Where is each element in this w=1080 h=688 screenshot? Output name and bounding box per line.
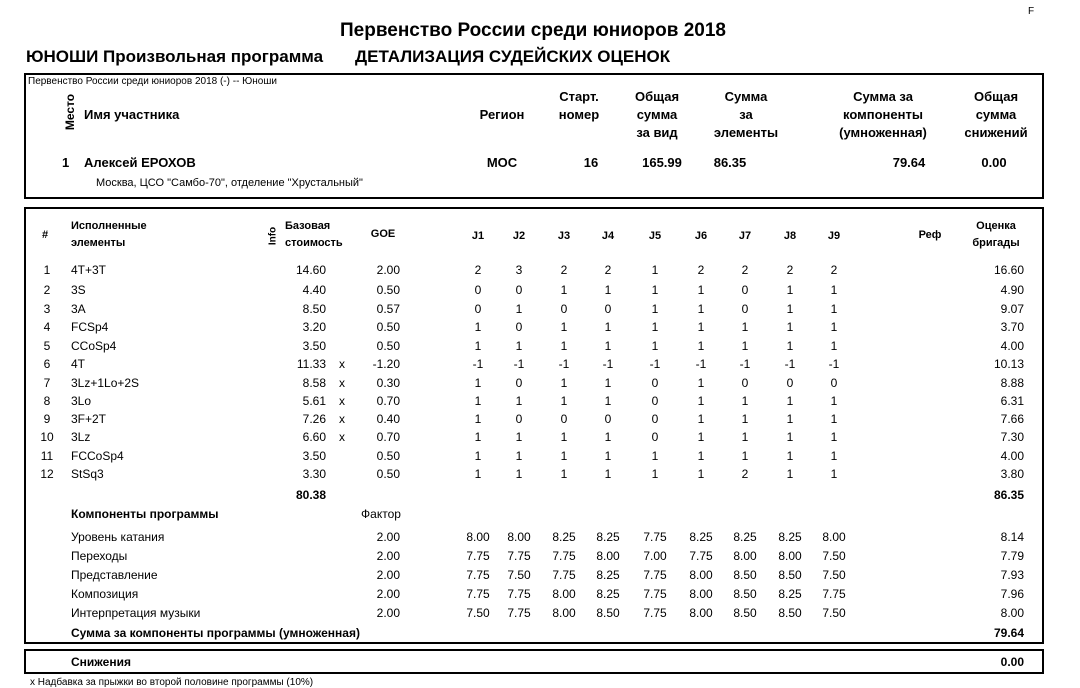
element-judge-score: 1 [741, 449, 749, 463]
element-judge-score: 1 [651, 302, 659, 316]
element-judge-score: 1 [786, 430, 794, 444]
element-number: 12 [40, 467, 54, 481]
component-judge-score: 8.00 [596, 549, 620, 563]
element-judge-score: 1 [560, 339, 568, 353]
judge-header-9: J9 [827, 230, 841, 242]
element-judge-score: -1 [602, 357, 614, 371]
component-judge-score: 8.50 [733, 606, 757, 620]
component-judge-score: 8.50 [733, 568, 757, 582]
element-judge-score: 1 [697, 376, 705, 390]
element-panel-score: 9.07 [1000, 302, 1024, 316]
element-judge-score: 1 [474, 430, 482, 444]
element-judge-score: 0 [651, 430, 659, 444]
element-judge-score: 1 [604, 467, 612, 481]
elements-num-header: # [42, 229, 49, 241]
name-header: Имя участника [84, 107, 180, 122]
element-judge-score: 1 [515, 302, 523, 316]
element-info-mark: x [339, 394, 345, 408]
element-judge-score: 1 [786, 302, 794, 316]
component-judge-score: 8.00 [689, 606, 713, 620]
element-code: 4T+3T [71, 263, 107, 277]
corner-mark: F [1028, 6, 1035, 17]
judge-header-5: J5 [648, 230, 662, 242]
component-judge-score: 8.25 [596, 568, 620, 582]
judge-header-1: J1 [471, 230, 485, 242]
element-code: 3Lz+1Lo+2S [71, 376, 140, 390]
element-panel-score: 8.88 [1000, 376, 1024, 390]
element-goe: 0.50 [376, 339, 400, 353]
element-judge-score: 1 [741, 430, 749, 444]
element-panel-score: 3.80 [1000, 467, 1024, 481]
element-judge-score: 1 [741, 412, 749, 426]
element-code: FCSp4 [71, 320, 109, 334]
skater-pcs: 79.64 [892, 155, 926, 170]
element-base-value: 7.26 [302, 412, 326, 426]
component-judge-score: 8.00 [507, 530, 531, 544]
element-judge-score: 2 [786, 263, 794, 277]
pcs-total-label: Сумма за компоненты программы (умноженная) [71, 626, 360, 640]
element-judge-score: 2 [604, 263, 612, 277]
elements-name-header: Исполненные элементы [71, 220, 147, 249]
element-judge-score: 1 [474, 376, 482, 390]
element-judge-score: 1 [697, 449, 705, 463]
element-judge-score: 1 [830, 467, 838, 481]
component-factor: 2.00 [376, 530, 400, 544]
element-judge-score: 0 [786, 376, 794, 390]
element-judge-score: 1 [474, 394, 482, 408]
component-judge-score: 8.25 [552, 530, 576, 544]
element-judge-score: 1 [560, 449, 568, 463]
region-header: Регион [479, 107, 525, 122]
element-info-mark: x [339, 376, 345, 390]
element-judge-score: 1 [651, 467, 659, 481]
element-judge-score: 1 [830, 339, 838, 353]
element-judge-score: 1 [697, 394, 705, 408]
component-judge-score: 8.00 [778, 549, 802, 563]
element-judge-score: 1 [474, 320, 482, 334]
element-judge-score: 1 [515, 394, 523, 408]
start-header: Старт. номер [558, 89, 600, 122]
component-name: Композиция [71, 587, 139, 601]
element-number: 4 [43, 320, 51, 334]
element-judge-score: 1 [697, 339, 705, 353]
element-judge-score: 1 [560, 394, 568, 408]
element-code: 3Lz [71, 430, 91, 444]
element-judge-score: 0 [741, 302, 749, 316]
element-judge-score: -1 [472, 357, 484, 371]
component-judge-score: 7.75 [643, 568, 667, 582]
skater-name: Алексей ЕРОХОВ [84, 155, 196, 170]
element-judge-score: 1 [697, 283, 705, 297]
component-judge-score: 8.00 [822, 530, 846, 544]
element-judge-score: 1 [786, 339, 794, 353]
element-info-mark: x [339, 430, 345, 444]
element-judge-score: 0 [515, 412, 523, 426]
page-title: Первенство России среди юниоров 2018 [339, 20, 727, 41]
element-number: 5 [43, 339, 51, 353]
element-judge-score: 1 [604, 376, 612, 390]
deductions-label: Снижения [71, 655, 131, 669]
element-judge-score: 1 [830, 302, 838, 316]
element-judge-score: 1 [741, 339, 749, 353]
element-goe: 0.57 [376, 302, 400, 316]
element-base-value: 8.50 [302, 302, 326, 316]
component-judge-score: 8.25 [596, 530, 620, 544]
component-score: 8.14 [1000, 530, 1024, 544]
component-judge-score: 7.50 [507, 568, 531, 582]
goe-header: GOE [370, 228, 396, 240]
element-goe: 0.50 [376, 449, 400, 463]
component-judge-score: 8.25 [778, 530, 802, 544]
component-score: 8.00 [1000, 606, 1024, 620]
element-judge-score: -1 [558, 357, 570, 371]
skater-region: МОС [486, 155, 518, 170]
element-panel-score: 4.00 [1000, 339, 1024, 353]
skater-segment-score: 165.99 [642, 155, 682, 170]
element-number: 9 [43, 412, 51, 426]
element-judge-score: 1 [697, 302, 705, 316]
panel-score-header: Оценка бригады [972, 220, 1020, 249]
element-judge-score: 2 [830, 263, 838, 277]
component-judge-score: 7.75 [643, 606, 667, 620]
element-judge-score: 2 [474, 263, 482, 277]
info-header: Info [267, 226, 279, 246]
element-judge-score: 1 [474, 339, 482, 353]
component-judge-score: 7.50 [822, 606, 846, 620]
page-subtitle: ЮНОШИ Произвольная программа [26, 47, 324, 66]
element-code: 3A [71, 302, 86, 316]
component-judge-score: 7.75 [466, 549, 490, 563]
component-name: Переходы [71, 549, 128, 563]
element-judge-score: -1 [739, 357, 751, 371]
element-number: 1 [43, 263, 51, 277]
element-goe: 0.40 [376, 412, 400, 426]
element-judge-score: 1 [786, 394, 794, 408]
element-base-value: 3.50 [302, 339, 326, 353]
component-judge-score: 7.75 [643, 530, 667, 544]
element-judge-score: 1 [604, 339, 612, 353]
component-score: 7.93 [1000, 568, 1024, 582]
component-judge-score: 8.25 [733, 530, 757, 544]
component-judge-score: 7.75 [466, 568, 490, 582]
element-panel-score: 4.00 [1000, 449, 1024, 463]
element-judge-score: 1 [741, 394, 749, 408]
element-judge-score: 1 [604, 394, 612, 408]
element-judge-score: 1 [515, 467, 523, 481]
element-base-value: 3.20 [302, 320, 326, 334]
element-panel-score: 7.66 [1000, 412, 1024, 426]
component-judge-score: 8.50 [733, 587, 757, 601]
skater-tes: 86.35 [713, 155, 747, 170]
element-judge-score: 1 [515, 339, 523, 353]
element-judge-score: 0 [560, 412, 568, 426]
element-judge-score: 1 [651, 320, 659, 334]
element-number: 10 [40, 430, 54, 444]
element-judge-score: 0 [560, 302, 568, 316]
element-code: 3Lo [71, 394, 92, 408]
element-goe: 0.70 [376, 430, 400, 444]
skater-deductions: 0.00 [981, 155, 1007, 170]
element-judge-score: -1 [513, 357, 525, 371]
element-judge-score: 1 [830, 412, 838, 426]
element-judge-score: 1 [697, 320, 705, 334]
element-base-value: 8.58 [302, 376, 326, 390]
referee-header: Реф [918, 229, 942, 241]
component-factor: 2.00 [376, 568, 400, 582]
element-goe: 0.50 [376, 283, 400, 297]
element-judge-score: -1 [649, 357, 661, 371]
element-judge-score: 0 [474, 302, 482, 316]
element-judge-score: 2 [741, 263, 749, 277]
element-judge-score: 0 [651, 412, 659, 426]
element-judge-score: 1 [830, 320, 838, 334]
component-judge-score: 7.50 [822, 549, 846, 563]
tes-total: 86.35 [993, 488, 1024, 502]
element-judge-score: 1 [830, 283, 838, 297]
tes-header: Сумма за элементы [713, 89, 779, 140]
components-header: Компоненты программы [71, 507, 219, 521]
deductions-header: Общая сумма снижений [964, 89, 1028, 140]
component-judge-score: 8.00 [689, 587, 713, 601]
component-judge-score: 7.75 [507, 549, 531, 563]
element-judge-score: 1 [651, 283, 659, 297]
element-judge-score: 1 [786, 412, 794, 426]
element-judge-score: 1 [604, 320, 612, 334]
element-judge-score: 0 [515, 320, 523, 334]
element-judge-score: 1 [651, 449, 659, 463]
element-judge-score: 1 [560, 376, 568, 390]
element-judge-score: 0 [604, 412, 612, 426]
element-panel-score: 10.13 [993, 357, 1024, 371]
component-judge-score: 8.00 [689, 568, 713, 582]
element-judge-score: -1 [695, 357, 707, 371]
base-value-total: 80.38 [295, 488, 326, 502]
element-judge-score: 1 [697, 412, 705, 426]
report-type: ДЕТАЛИЗАЦИЯ СУДЕЙСКИХ ОЦЕНОК [355, 47, 671, 66]
element-judge-score: 1 [697, 430, 705, 444]
component-judge-score: 7.75 [552, 549, 576, 563]
element-goe: 0.70 [376, 394, 400, 408]
element-goe: 2.00 [376, 263, 400, 277]
element-base-value: 3.50 [302, 449, 326, 463]
element-judge-score: 0 [830, 376, 838, 390]
component-judge-score: 8.25 [689, 530, 713, 544]
element-number: 7 [43, 376, 51, 390]
element-judge-score: 1 [560, 283, 568, 297]
element-judge-score: 1 [651, 339, 659, 353]
element-judge-score: 1 [515, 430, 523, 444]
judge-header-3: J3 [557, 230, 571, 242]
element-judge-score: 1 [786, 320, 794, 334]
segment-score-header: Общая сумма за вид [634, 89, 680, 140]
box-caption: Первенство России среди юниоров 2018 (-) -- Юноши [28, 76, 277, 87]
element-goe: 0.50 [376, 467, 400, 481]
judge-header-7: J7 [738, 230, 752, 242]
element-number: 11 [40, 449, 54, 463]
element-judge-score: 1 [651, 263, 659, 277]
element-judge-score: 1 [474, 449, 482, 463]
element-code: 4T [71, 357, 86, 371]
deductions-box [24, 649, 1044, 674]
element-judge-score: -1 [784, 357, 796, 371]
component-score: 7.79 [1000, 549, 1024, 563]
component-judge-score: 8.00 [552, 606, 576, 620]
element-goe: 0.50 [376, 320, 400, 334]
element-goe: -1.20 [372, 357, 400, 371]
component-name: Уровень катания [71, 530, 165, 544]
element-judge-score: 2 [560, 263, 568, 277]
component-judge-score: 8.50 [778, 568, 802, 582]
element-panel-score: 4.90 [1000, 283, 1024, 297]
element-judge-score: 0 [515, 376, 523, 390]
element-info-mark: x [339, 357, 345, 371]
component-name: Интерпретация музыки [71, 606, 201, 620]
pcs-header: Сумма за компоненты (умноженная) [839, 89, 927, 140]
component-judge-score: 7.00 [643, 549, 667, 563]
judge-header-4: J4 [601, 230, 615, 242]
element-base-value: 3.30 [302, 467, 326, 481]
element-judge-score: 1 [830, 449, 838, 463]
element-panel-score: 3.70 [1000, 320, 1024, 334]
element-panel-score: 6.31 [1000, 394, 1024, 408]
component-judge-score: 7.75 [507, 606, 531, 620]
element-base-value: 5.61 [302, 394, 326, 408]
element-judge-score: 1 [474, 467, 482, 481]
element-number: 8 [43, 394, 51, 408]
element-judge-score: 0 [474, 283, 482, 297]
element-judge-score: 0 [515, 283, 523, 297]
element-base-value: 6.60 [302, 430, 326, 444]
component-factor: 2.00 [376, 549, 400, 563]
element-judge-score: -1 [828, 357, 840, 371]
element-judge-score: 0 [741, 376, 749, 390]
element-base-value: 14.60 [295, 263, 326, 277]
element-judge-score: 1 [697, 467, 705, 481]
component-judge-score: 7.75 [643, 587, 667, 601]
component-judge-score: 8.25 [778, 587, 802, 601]
factor-header: Фактор [361, 507, 401, 521]
component-judge-score: 7.75 [466, 587, 490, 601]
component-judge-score: 8.00 [466, 530, 490, 544]
element-judge-score: 1 [786, 467, 794, 481]
component-score: 7.96 [1000, 587, 1024, 601]
component-judge-score: 7.75 [552, 568, 576, 582]
element-number: 2 [43, 283, 51, 297]
element-judge-score: 1 [604, 430, 612, 444]
element-judge-score: 0 [741, 283, 749, 297]
element-goe: 0.30 [376, 376, 400, 390]
element-panel-score: 7.30 [1000, 430, 1024, 444]
element-panel-score: 16.60 [993, 263, 1024, 277]
component-judge-score: 8.25 [596, 587, 620, 601]
judge-header-8: J8 [783, 230, 797, 242]
component-judge-score: 7.75 [822, 587, 846, 601]
component-factor: 2.00 [376, 587, 400, 601]
element-judge-score: 3 [515, 263, 523, 277]
component-judge-score: 7.50 [466, 606, 490, 620]
element-judge-score: 1 [604, 283, 612, 297]
element-judge-score: 2 [741, 467, 749, 481]
element-judge-score: 0 [604, 302, 612, 316]
component-judge-score: 8.00 [552, 587, 576, 601]
component-name: Представление [71, 568, 158, 582]
pcs-total: 79.64 [993, 626, 1024, 640]
deductions-total: 0.00 [1000, 655, 1024, 669]
element-base-value: 4.40 [302, 283, 326, 297]
element-judge-score: 1 [786, 283, 794, 297]
element-base-value: 11.33 [296, 357, 326, 371]
skater-club: Москва, ЦСО "Самбо-70", отделение "Хрустальный" [96, 177, 363, 189]
judge-header-2: J2 [512, 230, 526, 242]
element-judge-score: 1 [786, 449, 794, 463]
judge-header-6: J6 [694, 230, 708, 242]
element-judge-score: 1 [474, 412, 482, 426]
element-code: StSq3 [71, 467, 104, 481]
elements-box [24, 207, 1044, 644]
element-number: 6 [43, 357, 51, 371]
component-judge-score: 8.50 [596, 606, 620, 620]
place-header: Место [63, 93, 77, 131]
element-info-mark: x [339, 412, 345, 426]
component-judge-score: 7.50 [822, 568, 846, 582]
element-code: 3S [71, 283, 86, 297]
component-judge-score: 8.00 [733, 549, 757, 563]
element-judge-score: 1 [830, 394, 838, 408]
component-judge-score: 7.75 [507, 587, 531, 601]
skater-place: 1 [62, 155, 70, 170]
element-judge-score: 1 [830, 430, 838, 444]
element-judge-score: 1 [515, 449, 523, 463]
component-factor: 2.00 [376, 606, 400, 620]
element-number: 3 [43, 302, 51, 316]
component-judge-score: 7.75 [689, 549, 713, 563]
element-code: FCCoSp4 [71, 449, 124, 463]
component-judge-score: 8.50 [778, 606, 802, 620]
base-value-header: Базовая стоимость [285, 220, 343, 249]
element-judge-score: 1 [560, 320, 568, 334]
element-judge-score: 2 [697, 263, 705, 277]
element-judge-score: 1 [560, 430, 568, 444]
element-judge-score: 0 [651, 376, 659, 390]
skater-start: 16 [583, 155, 599, 170]
footnote: x Надбавка за прыжки во второй половине программы (10%) [30, 677, 314, 688]
element-judge-score: 1 [741, 320, 749, 334]
element-judge-score: 1 [560, 467, 568, 481]
element-code: CCoSp4 [71, 339, 117, 353]
element-code: 3F+2T [71, 412, 107, 426]
element-judge-score: 0 [651, 394, 659, 408]
element-judge-score: 1 [604, 449, 612, 463]
